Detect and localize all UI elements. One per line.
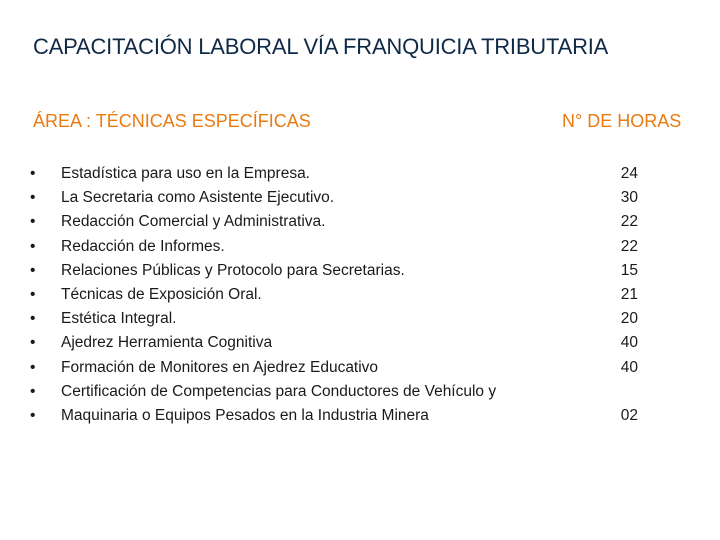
course-name: Maquinaria o Equipos Pesados en la Industria Minera (61, 406, 429, 424)
course-hours: 40 (620, 358, 638, 376)
list-item (30, 331, 640, 355)
list-item (30, 356, 640, 380)
bullet-icon: • (30, 237, 36, 255)
bullet-icon: • (30, 334, 36, 352)
course-hours: 22 (620, 213, 638, 231)
course-hours: 30 (620, 189, 638, 207)
bullet-icon: • (30, 213, 36, 231)
course-hours: 02 (620, 406, 638, 424)
course-hours: 22 (620, 237, 638, 255)
list-item (30, 259, 640, 283)
list-item (30, 380, 640, 404)
course-name: Certificación de Competencias para Conductores de Vehículo y (61, 382, 497, 400)
list-item (30, 307, 640, 331)
course-name: Estadística para uso en la Empresa. (61, 165, 310, 182)
course-name: Redacción Comercial y Administrativa. (61, 213, 326, 231)
slide-title: CAPACITACIÓN LABORAL VÍA FRANQUICIA TRIBUTARIA (33, 34, 609, 59)
list-item (30, 210, 640, 234)
course-hours: 20 (620, 310, 638, 328)
course-name: Ajedrez Herramienta Cognitiva (61, 334, 273, 352)
hours-column-heading: N° DE HORAS (562, 111, 682, 131)
course-list (30, 162, 640, 428)
bullet-icon: • (30, 406, 36, 424)
bullet-icon: • (30, 310, 36, 328)
course-hours: 24 (620, 165, 638, 182)
list-item (30, 235, 640, 259)
bullet-icon: • (30, 358, 36, 376)
bullet-icon: • (30, 165, 36, 182)
bullet-icon: • (30, 189, 36, 207)
course-hours: 40 (620, 334, 638, 352)
course-name: Redacción de Informes. (61, 237, 225, 255)
course-name: Relaciones Públicas y Protocolo para Secretarias. (61, 261, 405, 279)
course-name: Estética Integral. (61, 310, 177, 328)
course-hours: 15 (620, 261, 638, 279)
course-name: La Secretaria como Asistente Ejecutivo. (61, 189, 335, 207)
list-item (30, 186, 640, 210)
bullet-icon: • (30, 382, 36, 400)
list-item (30, 283, 640, 307)
course-name: Técnicas de Exposición Oral. (61, 285, 262, 303)
course-hours: 21 (620, 285, 638, 303)
list-item (30, 162, 640, 186)
bullet-icon: • (30, 285, 36, 303)
bullet-icon: • (30, 261, 36, 279)
area-heading: ÁREA : TÉCNICAS ESPECÍFICAS (33, 111, 311, 131)
list-item (30, 404, 640, 428)
course-name: Formación de Monitores en Ajedrez Educativo (61, 358, 379, 376)
